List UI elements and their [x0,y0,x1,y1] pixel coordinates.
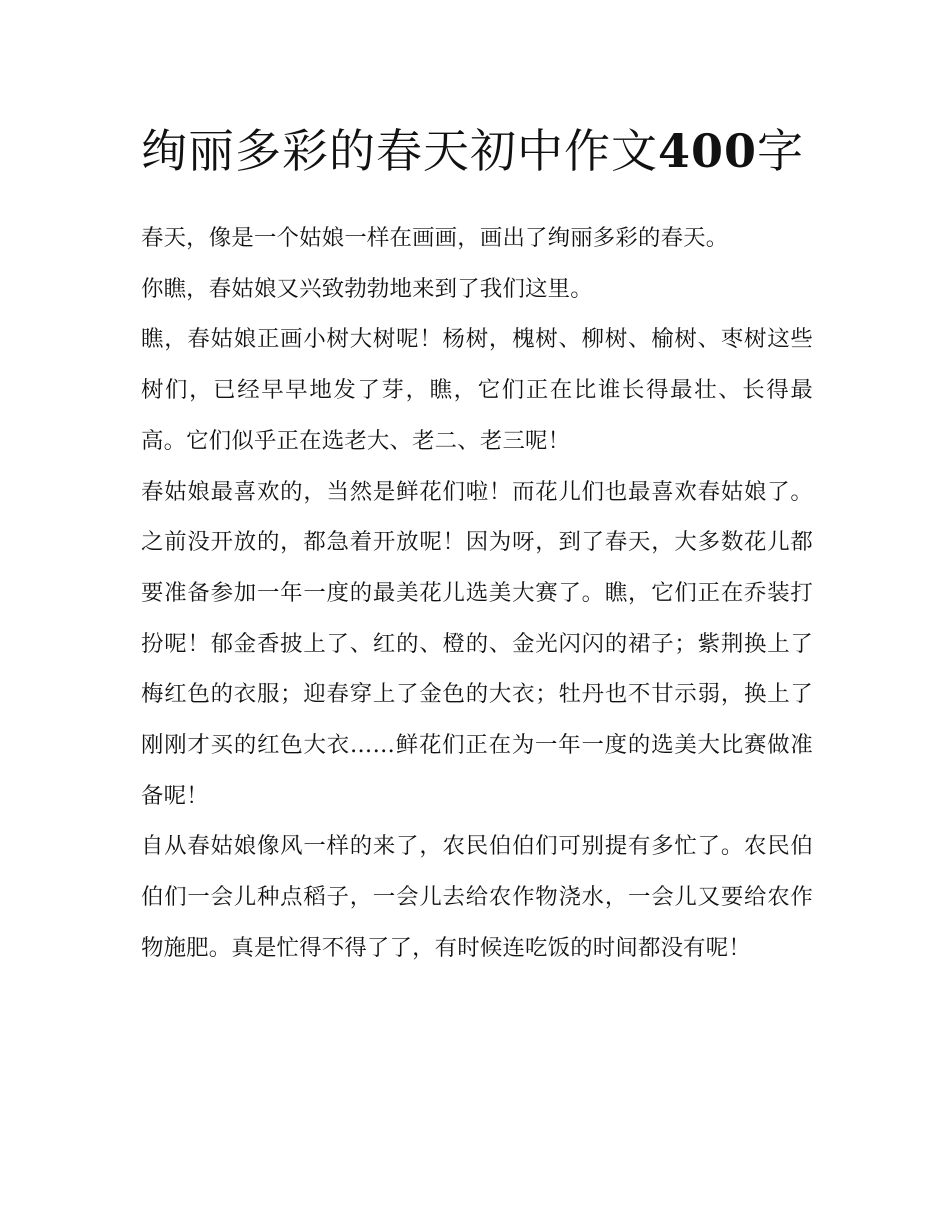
document-title [141,112,813,190]
title-number: 400 [658,124,758,178]
document-body [141,213,813,974]
paragraph-3: 瞧，春姑娘正画小树大树呢！杨树，槐树、柳树、榆树、枣树这些树们，已经早早地发了芽，瞧，它们正在比谁长得最壮、长得最高。它们似乎正在选老大、老二、老三呢！ [141,326,813,454]
paragraph-1: 春天，像是一个姑娘一样在画画，画出了绚丽多彩的春天。 [141,225,729,251]
paragraph-4: 春姑娘最喜欢的，当然是鲜花们啦！而花儿们也最喜欢春姑娘了。之前没开放的，都急着开放呢！因为呀，到了春天，大多数花儿都要准备参加一年一度的最美花儿选美大赛了。瞧，它们正在乔装打扮呢！郁金香披上了、红的、橙的、金光闪闪的裙子；紫荆换上了梅红色的衣服；迎春穿上了金色的大衣；牡丹也不甘示弱，换上了刚刚才买的红色大衣……鲜花们正在为一年一度的选美大比赛做准备呢！ [141,478,813,809]
document-page [141,112,813,974]
title-suffix: 字 [757,124,805,178]
paragraph-5: 自从春姑娘像风一样的来了，农民伯伯们可别提有多忙了。农民伯伯们一会儿种点稻子，一会儿去给农作物浇水，一会儿又要给农作物施肥。真是忙得不得了了，有时候连吃饭的时间都没有呢！ [141,833,813,961]
paragraph-2: 你瞧，春姑娘又兴致勃勃地来到了我们这里。 [141,275,593,302]
title-text: 绚丽多彩的春天初中作文 [141,124,658,178]
